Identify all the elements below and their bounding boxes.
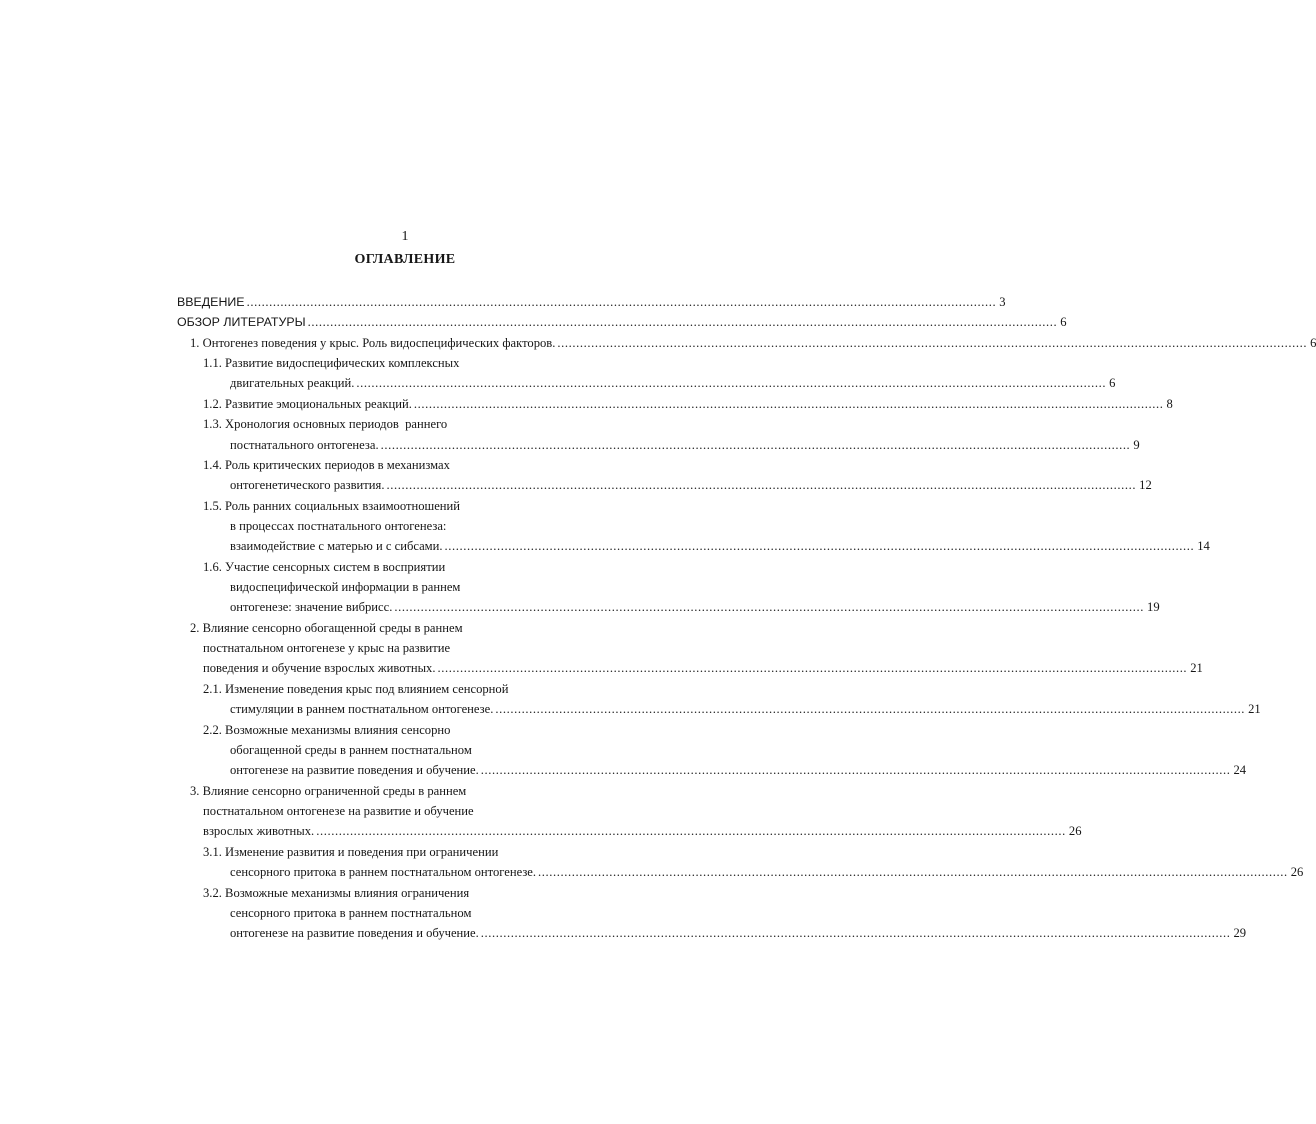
toc-entry-2-2-line-3[interactable]	[230, 760, 1247, 778]
toc-entry-1-6-line-1[interactable]	[203, 557, 637, 575]
toc-entry-3-2-line-1[interactable]	[203, 883, 637, 901]
toc-entry-1-5-line-2[interactable]	[230, 516, 637, 534]
toc-page-number: 6	[1060, 315, 1067, 329]
dot-leader: ........................................................................................................................................................................................................	[480, 926, 1231, 940]
toc-entry-title: Изменение развития и поведения при ограничении	[225, 845, 499, 859]
toc-entry-number: 1.4.	[203, 458, 222, 472]
dot-leader: ........................................................................................................................................................................................................	[380, 438, 1131, 452]
toc-entry-2-1-line-1[interactable]	[203, 679, 637, 697]
toc-entry-title-cont: поведения и обучение взрослых животных.	[203, 661, 436, 675]
dot-leader: ........................................................................................................................................................................................................	[246, 295, 997, 309]
toc-entry-number: 1.3.	[203, 417, 222, 431]
toc-entry-title: ОБЗОР ЛИТЕРАТУРЫ	[177, 315, 306, 329]
toc-entry-title-cont: видоспецифической информации в раннем	[230, 580, 461, 594]
toc-page-number: 6	[1109, 376, 1116, 390]
toc-page-number: 19	[1147, 600, 1160, 614]
toc-entry-number: 3.	[190, 784, 200, 798]
toc-entry-3-line-1[interactable]	[190, 781, 637, 799]
dot-leader: ........................................................................................................................................................................................................	[437, 661, 1188, 675]
dot-leader: ........................................................................................................................................................................................................	[538, 865, 1288, 879]
toc-entry-3-2-line-3[interactable]	[230, 923, 1247, 941]
toc-page-number: 21	[1190, 661, 1203, 675]
toc-entry-title-cont: онтогенезе: значение вибрисс.	[230, 600, 393, 614]
toc-entry-number: 2.2.	[203, 723, 222, 737]
toc-entry-literature-review[interactable]	[177, 312, 1067, 330]
toc-entry-number: 2.1.	[203, 682, 222, 696]
dot-leader: ........................................................................................................................................................................................................	[480, 763, 1231, 777]
toc-entry-1-4-line-1[interactable]	[203, 455, 637, 473]
toc-entry-3-line-2[interactable]	[203, 801, 637, 819]
toc-page-number: 12	[1139, 478, 1152, 492]
toc-entry-title-cont: онтогенетического развития.	[230, 478, 385, 492]
toc-entry-introduction[interactable]	[177, 292, 1006, 310]
dot-leader: ........................................................................................................................................................................................................	[557, 336, 1308, 350]
toc-entry-title: Возможные механизмы влияния ограничения	[225, 886, 470, 900]
toc-entry-title-cont: онтогенезе на развитие поведения и обучение.	[230, 926, 479, 940]
toc-entry-1-5-line-3[interactable]	[230, 536, 1210, 554]
toc-entry-title: Роль критических периодов в механизмах	[225, 458, 450, 472]
toc-entry-title-cont: в процессах постнатального онтогенеза:	[230, 519, 447, 533]
toc-entry-3-1-line-1[interactable]	[203, 842, 637, 860]
dot-leader: ........................................................................................................................................................................................................	[356, 376, 1107, 390]
toc-entry-2-2-line-1[interactable]	[203, 720, 637, 738]
toc-entry-number: 1.1.	[203, 356, 222, 370]
dot-leader: ........................................................................................................................................................................................................	[495, 702, 1246, 716]
toc-entry-title: Влияние сенсорно ограниченной среды в раннем	[202, 784, 467, 798]
toc-entry-title: Онтогенез поведения у крыс. Роль видоспецифических факторов.	[202, 336, 556, 350]
toc-entry-number: 1.5.	[203, 499, 222, 513]
toc-entry-number: 3.1.	[203, 845, 222, 859]
toc-entry-title: Развитие эмоциональных реакций.	[225, 397, 412, 411]
toc-entry-1-3-line-1[interactable]	[203, 414, 637, 432]
dot-leader: ........................................................................................................................................................................................................	[307, 315, 1058, 329]
toc-entry-title-cont: стимуляции в раннем постнатальном онтогенезе.	[230, 702, 494, 716]
toc-page-number: 29	[1233, 926, 1247, 940]
toc-entry-number: 1.	[190, 336, 200, 350]
toc-entry-title: Влияние сенсорно обогащенной среды в раннем	[202, 621, 463, 635]
dot-leader: ........................................................................................................................................................................................................	[413, 397, 1164, 411]
toc-entry-title-cont: постнатального онтогенеза.	[230, 438, 379, 452]
toc-page-number: 6	[1310, 336, 1316, 350]
toc-page-number: 14	[1197, 539, 1210, 553]
toc-entry-title-cont: сенсорного притока в раннем постнатальном	[230, 906, 472, 920]
toc-entry-title: Роль ранних социальных взаимоотношений	[225, 499, 461, 513]
toc-entry-3-2-line-2[interactable]	[230, 903, 637, 921]
toc-entry-1-4-line-2[interactable]	[230, 475, 1152, 493]
toc-entry-1-6-line-3[interactable]	[230, 597, 1160, 615]
toc-entry-title-cont: обогащенной среды в раннем постнатальном	[230, 743, 472, 757]
toc-entry-number: 2.	[190, 621, 200, 635]
toc-page-number: 26	[1068, 824, 1082, 838]
toc-entry-title-cont: двигательных реакций.	[230, 376, 355, 390]
toc-entry-number: 3.2.	[203, 886, 222, 900]
dot-leader: ........................................................................................................................................................................................................	[316, 824, 1066, 838]
toc-entry-2-2-line-2[interactable]	[230, 740, 637, 758]
toc-entry-title: Возможные механизмы влияния сенсорно	[225, 723, 451, 737]
toc-entry-1-6-line-2[interactable]	[230, 577, 637, 595]
toc-entry-title: Развитие видоспецифических комплексных	[225, 356, 460, 370]
toc-entry-2-1-line-2[interactable]	[230, 699, 1261, 717]
dot-leader: ........................................................................................................................................................................................................	[394, 600, 1145, 614]
toc-entry-3-line-3[interactable]	[203, 821, 1082, 839]
toc-entry-1-5-line-1[interactable]	[203, 496, 637, 514]
toc-entry-3-1-line-2[interactable]	[230, 862, 1304, 880]
toc-entry-1-3-line-2[interactable]	[230, 435, 1140, 453]
toc-entry-title-cont: онтогенезе на развитие поведения и обучение.	[230, 763, 479, 777]
toc-entry-1-2[interactable]	[203, 394, 1173, 412]
toc-entry-title: Участие сенсорных систем в восприятии	[225, 560, 446, 574]
page-title: ОГЛАВЛЕНИЕ	[354, 252, 456, 267]
toc-entry-1-1-line-1[interactable]	[203, 353, 637, 371]
toc-entry-2-line-1[interactable]	[190, 618, 637, 636]
page-number: 1	[401, 229, 409, 244]
toc-entry-title-cont: взрослых животных.	[203, 824, 315, 838]
toc-entry-number: 1.6.	[203, 560, 222, 574]
toc-page-number: 24	[1233, 763, 1247, 777]
toc-entry-1[interactable]	[190, 333, 1316, 351]
toc-entry-2-line-3[interactable]	[203, 658, 1203, 676]
dot-leader: ........................................................................................................................................................................................................	[444, 539, 1195, 553]
toc-entry-title-cont: взаимодействие с матерью и с сибсами.	[230, 539, 443, 553]
toc-entry-title-cont: сенсорного притока в раннем постнатальном онтогенезе.	[230, 865, 537, 879]
toc-page-number: 3	[999, 295, 1006, 309]
toc-page-number: 9	[1133, 438, 1140, 452]
toc-page-number: 26	[1290, 865, 1304, 879]
toc-entry-number: 1.2.	[203, 397, 222, 411]
toc-entry-title: Изменение поведения крыс под влиянием сенсорной	[225, 682, 509, 696]
toc-entry-title-cont: постнатальном онтогенезе на развитие и обучение	[203, 804, 474, 818]
toc-entry-title: ВВЕДЕНИЕ	[177, 295, 245, 309]
toc-page-number: 8	[1166, 397, 1173, 411]
toc-entry-title: Хронология основных периодов раннего	[225, 417, 448, 431]
toc-entry-1-1-line-2[interactable]	[230, 373, 1116, 391]
toc-page-number: 21	[1248, 702, 1261, 716]
toc-entry-2-line-2[interactable]	[203, 638, 637, 656]
dot-leader: ........................................................................................................................................................................................................	[386, 478, 1137, 492]
toc-entry-title-cont: постнатальном онтогенезе у крыс на развитие	[203, 641, 451, 655]
